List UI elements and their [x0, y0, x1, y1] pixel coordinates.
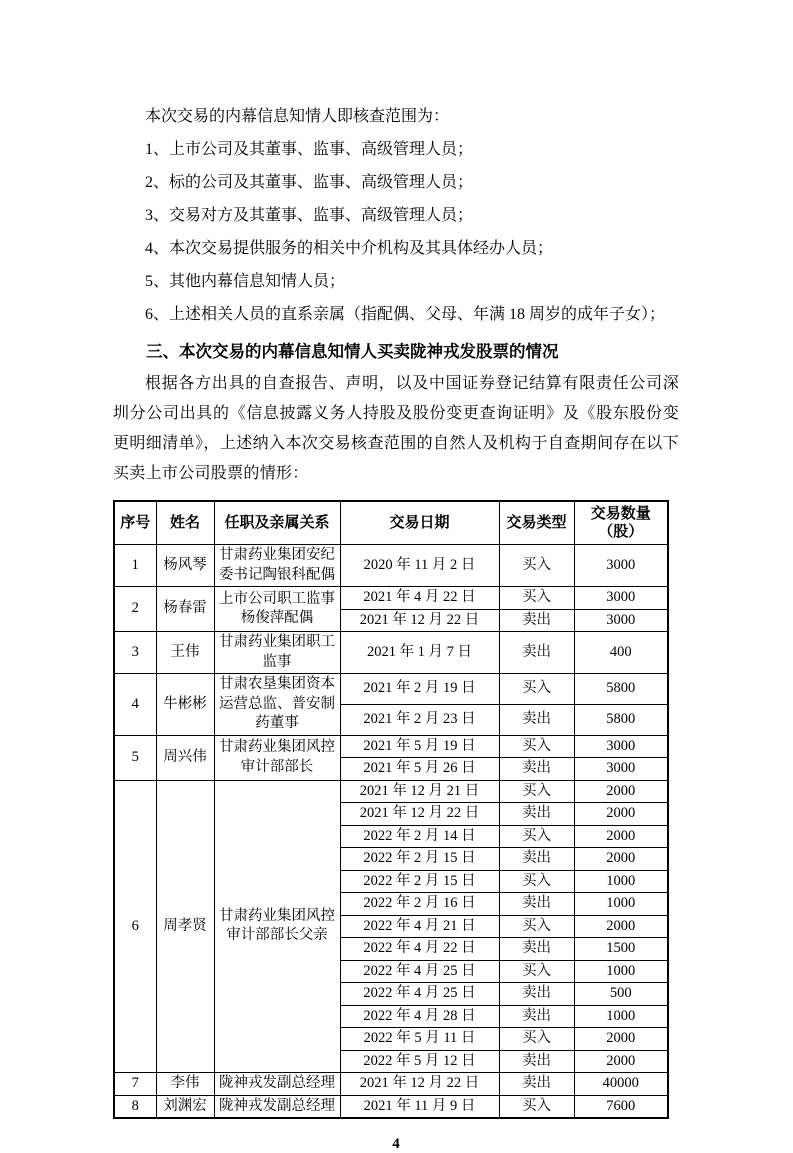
qty-cell: 2000 [574, 825, 668, 848]
page-number: 4 [392, 1136, 400, 1152]
date-cell: 2022 年 5 月 12 日 [340, 1050, 499, 1073]
table-row [114, 780, 668, 803]
type-cell: 卖出 [499, 983, 574, 1006]
scope-list-item-3: 3、交易对方及其董事、监事、高级管理人员； [145, 207, 474, 224]
table-row [114, 632, 668, 674]
date-cell: 2022 年 2 月 16 日 [340, 893, 499, 916]
qty-cell: 1000 [574, 1005, 668, 1028]
position-cell: 陇神戎发副总经理 [214, 1095, 340, 1118]
qty-cell: 3000 [574, 545, 668, 587]
date-cell: 2022 年 4 月 25 日 [340, 960, 499, 983]
date-cell: 2021 年 12 月 22 日 [340, 609, 499, 632]
date-cell: 2021 年 11 月 9 日 [340, 1095, 499, 1118]
type-cell: 买入 [499, 915, 574, 938]
qty-cell: 2000 [574, 1028, 668, 1051]
qty-cell: 1000 [574, 960, 668, 983]
type-cell: 卖出 [499, 609, 574, 632]
table-header-row [114, 501, 668, 545]
qty-cell: 2000 [574, 803, 668, 826]
type-cell: 卖出 [499, 1073, 574, 1096]
table-row [114, 545, 668, 587]
qty-cell: 2000 [574, 915, 668, 938]
type-cell: 买入 [499, 825, 574, 848]
date-cell: 2021 年 1 月 7 日 [340, 632, 499, 674]
no-cell: 1 [114, 545, 156, 587]
qty-cell: 500 [574, 983, 668, 1006]
table-row [114, 1095, 668, 1118]
date-cell: 2022 年 5 月 11 日 [340, 1028, 499, 1051]
qty-cell: 3000 [574, 735, 668, 758]
qty-cell: 2000 [574, 780, 668, 803]
scope-list-item-6: 6、上述相关人员的直系亲属（指配偶、父母、年满 18 周岁的成年子女）； [145, 306, 666, 323]
type-cell: 卖出 [499, 758, 574, 781]
no-cell: 4 [114, 674, 156, 736]
table-row [114, 674, 668, 705]
qty-cell: 40000 [574, 1073, 668, 1096]
date-cell: 2022 年 4 月 25 日 [340, 983, 499, 1006]
qty-cell: 5800 [574, 674, 668, 705]
type-cell: 买入 [499, 735, 574, 758]
col-header-no: 序号 [114, 501, 156, 545]
type-cell: 卖出 [499, 632, 574, 674]
type-cell: 卖出 [499, 803, 574, 826]
insider-scope-list [113, 133, 679, 331]
no-cell: 3 [114, 632, 156, 674]
col-header-type: 交易类型 [499, 501, 574, 545]
intro-lead: 本次交易的内幕信息知情人即核查范围为： [145, 108, 450, 125]
qty-cell: 1000 [574, 893, 668, 916]
date-cell: 2022 年 4 月 28 日 [340, 1005, 499, 1028]
qty-cell: 7600 [574, 1095, 668, 1118]
date-cell: 2021 年 12 月 22 日 [340, 1073, 499, 1096]
type-cell: 卖出 [499, 893, 574, 916]
scope-list-item-5: 5、其他内幕信息知情人员； [145, 273, 346, 290]
date-cell: 2022 年 2 月 15 日 [340, 848, 499, 871]
type-cell: 卖出 [499, 704, 574, 735]
date-cell: 2021 年 2 月 19 日 [340, 674, 499, 705]
type-cell: 卖出 [499, 1005, 574, 1028]
name-cell: 周孝贤 [156, 780, 214, 1073]
qty-cell: 400 [574, 632, 668, 674]
type-cell: 买入 [499, 870, 574, 893]
qty-cell: 3000 [574, 609, 668, 632]
type-cell: 卖出 [499, 938, 574, 961]
col-header-name: 姓名 [156, 501, 214, 545]
qty-cell: 3000 [574, 758, 668, 781]
date-cell: 2022 年 4 月 21 日 [340, 915, 499, 938]
date-cell: 2021 年 4 月 22 日 [340, 587, 499, 610]
date-cell: 2021 年 12 月 22 日 [340, 803, 499, 826]
qty-cell: 2000 [574, 848, 668, 871]
name-cell: 杨春雷 [156, 587, 214, 632]
position-cell: 甘肃农垦集团资本运营总监、普安制药董事 [214, 674, 340, 736]
date-cell: 2021 年 5 月 26 日 [340, 758, 499, 781]
section-paragraph: 根据各方出具的自查报告、声明，以及中国证券登记结算有限责任公司深圳分公司出具的《信息披露义务人持股及股份变更查询证明》及《股东股份变更明细清单》，上述纳入本次交易核查范围的自然人及机构于自查期间存在以下买卖上市公司股票的情形： [113, 375, 679, 482]
name-cell: 周兴伟 [156, 735, 214, 780]
position-cell: 陇神戎发副总经理 [214, 1073, 340, 1096]
type-cell: 买入 [499, 1095, 574, 1118]
table-row [114, 1073, 668, 1096]
qty-cell: 5800 [574, 704, 668, 735]
date-cell: 2021 年 12 月 21 日 [340, 780, 499, 803]
no-cell: 5 [114, 735, 156, 780]
position-cell: 甘肃药业集团安纪委书记陶银科配偶 [214, 545, 340, 587]
name-cell: 杨风琴 [156, 545, 214, 587]
date-cell: 2021 年 2 月 23 日 [340, 704, 499, 735]
col-header-date: 交易日期 [340, 501, 499, 545]
no-cell: 7 [114, 1073, 156, 1096]
scope-list-item-4: 4、本次交易提供服务的相关中介机构及其具体经办人员； [145, 240, 554, 257]
name-cell: 刘渊宏 [156, 1095, 214, 1118]
scope-list-item-2: 2、标的公司及其董事、监事、高级管理人员； [145, 174, 474, 191]
qty-cell: 3000 [574, 587, 668, 610]
type-cell: 卖出 [499, 1050, 574, 1073]
date-cell: 2022 年 4 月 22 日 [340, 938, 499, 961]
date-cell: 2020 年 11 月 2 日 [340, 545, 499, 587]
scope-list-item-1: 1、上市公司及其董事、监事、高级管理人员； [145, 141, 474, 158]
qty-cell: 2000 [574, 1050, 668, 1073]
date-cell: 2022 年 2 月 14 日 [340, 825, 499, 848]
position-cell: 甘肃药业集团职工监事 [214, 632, 340, 674]
position-cell: 上市公司职工监事杨俊萍配偶 [214, 587, 340, 632]
name-cell: 王伟 [156, 632, 214, 674]
type-cell: 买入 [499, 674, 574, 705]
type-cell: 买入 [499, 1028, 574, 1051]
date-cell: 2022 年 2 月 15 日 [340, 870, 499, 893]
section-heading: 三、本次交易的内幕信息知情人买卖陇神戎发股票的情况 [146, 343, 559, 361]
transactions-table [113, 500, 669, 1119]
date-cell: 2021 年 5 月 19 日 [340, 735, 499, 758]
no-cell: 8 [114, 1095, 156, 1118]
no-cell: 2 [114, 587, 156, 632]
type-cell: 买入 [499, 587, 574, 610]
type-cell: 买入 [499, 960, 574, 983]
type-cell: 买入 [499, 545, 574, 587]
type-cell: 买入 [499, 780, 574, 803]
name-cell: 牛彬彬 [156, 674, 214, 736]
name-cell: 李伟 [156, 1073, 214, 1096]
qty-cell: 1000 [574, 870, 668, 893]
qty-cell: 1500 [574, 938, 668, 961]
position-cell: 甘肃药业集团风控审计部部长 [214, 735, 340, 780]
table-row [114, 587, 668, 610]
type-cell: 卖出 [499, 848, 574, 871]
no-cell: 6 [114, 780, 156, 1073]
position-cell: 甘肃药业集团风控审计部部长父亲 [214, 780, 340, 1073]
table-row [114, 735, 668, 758]
col-header-position: 任职及亲属关系 [214, 501, 340, 545]
col-header-qty: 交易数量（股） [574, 501, 668, 545]
